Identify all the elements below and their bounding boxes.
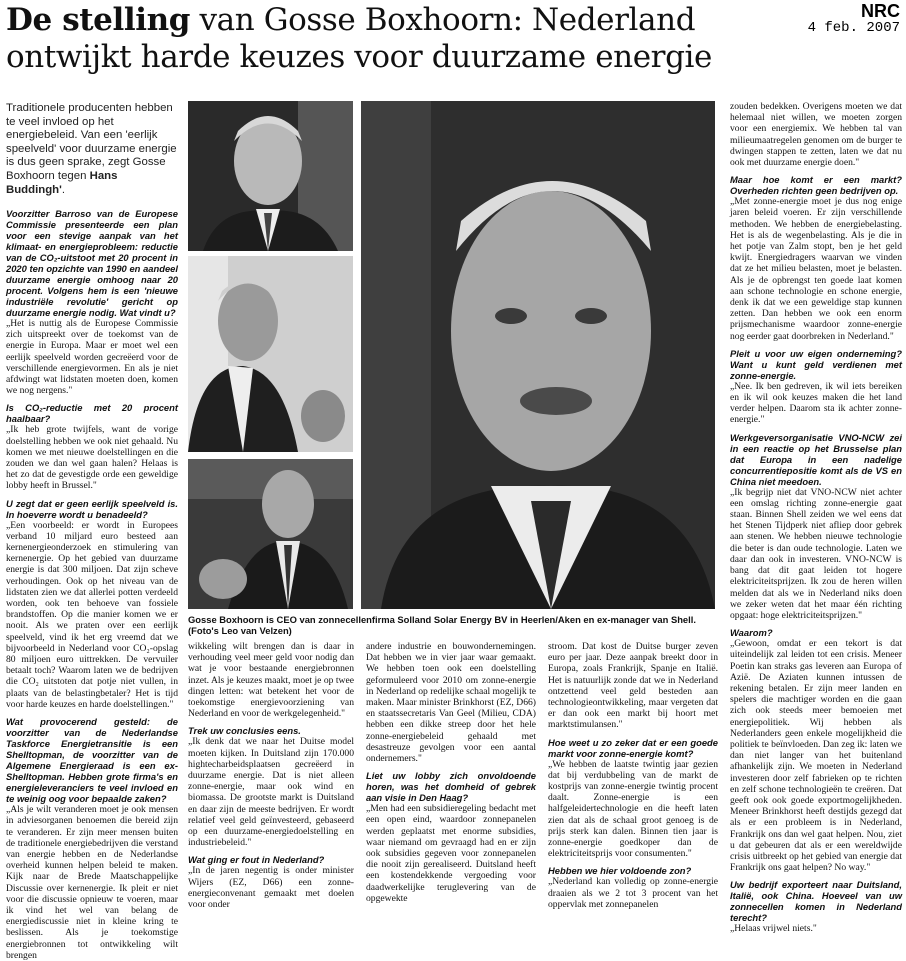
photo-caption (188, 614, 722, 636)
question-paragraph: Werkgeversorganisatie VNO-NCW zei in een reactie op het Brusselse plan dat Europa in een nadelige concurrentiepositie komt als de VS en China niet meedoen. (730, 431, 902, 487)
column-5 (730, 101, 902, 935)
photo-portrait-3 (188, 459, 353, 609)
answer-paragraph: wikkeling wilt brengen dan is daar in verhouding veel meer geld voor nodig dan wat je voor bestaande energiebronnen inzet. Als je keuzes maakt, moet je op twee dingen letten: wat betekent het voor de toekomstige energievoorziening van Nederland en voor de werkgelegenheid." (188, 641, 354, 720)
column-2 (188, 641, 354, 909)
question-paragraph: Uw bedrijf exporteert naar Duitsland, Italië, ook China. Hoeveel van uw zonnecellen komen in Nederland terecht? (730, 879, 902, 924)
answer-paragraph: „We hebben de laatste twintig jaar gezien dat bij verdubbeling van de markt de kostprijs van zonne-energie twintig procent daalt. Zonne-energie is een halfgeleidertechnologie en die heeft laten zien dat als de schaal groot genoeg is de prijs sterk kan dalen. Binnen tien jaar is zonne-energie goedkoper dan de elektriciteitsprijs voor consumenten." (548, 758, 718, 860)
answer-paragraph: „Ik heb grote twijfels, want de vorige doelstelling hebben we ook niet gehaald. Nu komen we met nieuwe doelstellingen en die zouden we dan wel gaan halen? Helaas is het zo dat de gevestigde orde een geweldige lobby heeft in Brussel." (6, 424, 178, 492)
caption-credit: (Foto's Leo van Velzen) (188, 625, 292, 636)
column-3 (366, 641, 536, 909)
lead-end: . (61, 183, 66, 196)
question-paragraph: U zegt dat er geen eerlijk speelveld is. In hoeverre wordt u benadeeld? (6, 497, 178, 520)
answer-paragraph: stroom. Dat kost de Duitse burger zeven euro per jaar. Deze aanpak breekt door in Europa, zoals Frankrijk, Spanje en Italië. Het is natuurlijk zonde dat we in Nederland ontzettend veel geld besteden aan technologieontwikkeling, maar vergeten dat er dan ook een markt bij hoort met marktstimulansen." (548, 641, 718, 731)
headline-bold: De stelling (6, 2, 191, 38)
headline-rest: van Gosse Boxhoorn: Nederland (190, 2, 696, 38)
answer-paragraph: „Nederland kan volledig op zonne-energie draaien als we 2 tot 3 procent van het oppervlak met zonnepanelen (548, 876, 718, 910)
question-paragraph: Maar hoe komt er een markt? Overheden richten geen bedrijven op. (730, 174, 902, 197)
answer-paragraph: „In de jaren negentig is onder minister Wijers (EZ, D66) een zonne-energieconvenant gemaakt met doelen voor onder (188, 865, 354, 911)
question-paragraph: Wat provocerend gesteld: de voorzitter van de Nederlandse Taskforce Energietransitie is een Shelltopman, de voorzitter van de Algemene Energieraad is een ex-Shelltopman. Hebben grote firma's en energieleveranciers te veel invloed en te weinig oog voor bepaalde zaken? (6, 716, 178, 805)
portrait-large-image (361, 101, 715, 609)
column-1 (6, 208, 178, 961)
answer-paragraph: „Men had een subsidieregeling bedacht met een open eind, waardoor zonnepanelen werden geplaatst met enorme subsidies, waar niemand om gevraagd had en er zijn ook subsidies gegeven voor zonnepanelen die nooit zijn gerealiseerd. Duitsland heeft een kostendekkende vergoeding voor daadwerkelijke teruglevering van de opgewekte (366, 803, 536, 904)
portrait-2-image (188, 256, 353, 452)
lead-paragraph (6, 102, 178, 197)
answer-paragraph: andere industrie en bouwondernemingen. Dat hebben we in vier jaar waar gemaakt. We hebben toen ook een doelstelling geformuleerd voor 2010 om zonne-energie in Nederland op redelijke schaal mogelijk te maken. Maar minister Brinkhorst (EZ, D66) en staatssecretaris Van Geel (Milieu, CDA) hebben een dikke streep door het hele zonne-energiebeleid gehaald met desastreuze gevolgen voor een aantal ondernemers." (366, 641, 536, 765)
answer-paragraph: „Ik begrijp niet dat VNO-NCW niet achter een omslag richting zonne-energie gaat staan. Binnen Shell zeiden we wel eens dat het Stenen Tijdperk niet afliep door gebrek aan stenen. We hebben nieuwe technologie die beter is dan oude technologie. Laten we daar dan ook in investeren. VNO-NCW is bang dat dit gaat leiden tot hogere elektriciteitsprijzen. Ik zou de heren willen melden dat als we in Nederland niks doen we zeker weten dat het maar één richting opgaat: hoge elektriciteitsprijzen." (730, 486, 902, 621)
question-paragraph: Is CO₂-reductie met 20 procent haalbaar? (6, 402, 178, 425)
question-paragraph: Trek uw conclusies eens. (188, 725, 301, 737)
photo-portrait-2 (188, 256, 353, 452)
headline (6, 2, 846, 76)
portrait-1-image (188, 101, 353, 251)
masthead-name: NRC (861, 1, 900, 21)
lead-author: Hans Buddingh' (6, 169, 118, 196)
intro-question: Voorzitter Barroso van de Europese Commissie presenteerde een plan voor een stevige aanpak van het klimaat- en energieprobleem: reductie van de CO₂-uitstoot met 20 procent in 2020 ten opzichte van 1990 en aandeel duurzame energie omhoog naar 20 procent. Volgens hem is een 'nieuwe industriële revolutie' gericht op duurzame energie nodig. Wat vindt u? (6, 208, 178, 318)
answer-paragraph: „Ik denk dat we naar het Duitse model moeten kijken. In Duitsland zijn 170.000 hightecharbeidsplaatsen gecreëerd in duurzame energie. Dat is niet alleen zonne-energie, maar ook wind en biomassa. De grootste markt is Duitsland en daar zijn de meeste bedrijven. Er wordt relatief veel geld geïnvesteerd, gebaseerd op een duurzame-energiedoelstelling en industriebeleid." (188, 736, 354, 849)
masthead-date: 4 feb. 2007 (807, 20, 900, 36)
lead-text: Traditionele producenten hebben te veel invloed op het energiebeleid. Van een 'eerlijk speelveld' voor duurzame energie is dus geen sprake, zegt Gosse Boxhoorn tegen (6, 102, 177, 182)
question-paragraph: Liet uw lobby zich onvoldoende horen, was het domheid of gebrek aan visie in Den Haag? (366, 770, 536, 804)
column-4 (548, 641, 718, 909)
answer-paragraph: „Helaas vrijwel niets." (730, 923, 817, 935)
question-paragraph: Wat ging er fout in Nederland? (188, 854, 325, 866)
question-paragraph: Hoe weet u zo zeker dat er een goede markt voor zonne-energie komt? (548, 736, 718, 759)
answer-paragraph: „Nee. Ik ben gedreven, ik wil iets bereiken en ik wil ook keuzes maken die het land verder helpen. Daarom sta ik achter zonne-energie." (730, 380, 902, 426)
question-paragraph: Hebben we hier voldoende zon? (548, 865, 692, 877)
answer-paragraph: „Met zonne-energie moet je dus nog enige jaren beleid voeren. Er zijn verschillende methoden. We hebben de energiebelasting. Het is als de wegenbelasting. Als je die in het potje van Zalm stopt, ben je het geld kwijt. Energiedragers waarvan we vinden dat ze het milieu belasten, moet je belasten. Als je de opbrengst ten goede laat komen aan schone technologie en schone energie, denk ik dat we een geweldige stap kunnen zetten. Dan hebben we ook een enorm prijsmechanisme waardoor zonne-energie nog eerder gaat doorbreken in Nederland." (730, 196, 902, 342)
caption-line-1: Gosse Boxhoorn is CEO van zonnecellenfirma Solland Solar Energy BV in Heerlen/Aken en ex-manager van Shell. (188, 614, 696, 625)
headline-line-2: ontwijkt harde keuzes voor duurzame energie (6, 39, 712, 75)
question-paragraph: Pleit u voor uw eigen onderneming? Want u kunt geld verdienen met zonne-energie. (730, 347, 902, 381)
headline-line-1 (6, 2, 846, 39)
masthead (808, 2, 900, 36)
photo-portrait-1 (188, 101, 353, 251)
answer-paragraph: „Een voorbeeld: er wordt in Europees verband 10 miljard euro besteed aan kernenergieonderzoek en stimulering van kernenergie. Op het gebied van duurzame energie is dat 300 miljoen. Dat zijn scheve verhoudingen. Ook op het niveau van de lidstaten zien we dat allerlei potten verdeeld worden, ook ten behoeve van fossiele brandstoffen. Op die manier komen we er nooit. Als we praten over een eerlijk speelveld, vind ik het erg vreemd dat we bijvoorbeeld in Nederland voor CO₂-opslag 80 miljoen euro uittrekken. De vervuiler betaalt toch? Waarom laten we de bedrijven die CO₂ uitstoten dat potje niet vullen, in plaats van de belastingbetaler? Het is tijd voor harde keuzes en harde doelstellingen." (6, 519, 178, 710)
answer-paragraph: „Als je wilt veranderen moet je ook mensen in adviesorganen benoemen die bereid zijn te veranderen. Er zijn meer mensen buiten de traditionele energiebedrijven die verstand van energie hebben en de Nederlandse overheid kunnen helpen beleid te maken. Kijk naar de Brede Maatschappelijke Discussie over kernenergie. Ik pleit er niet voor die discussie opnieuw te voeren, maar ik vind het wel van belang de energiediscussie niet in kleine kring te beslissen. Als je toekomstige energiebronnen tot ontwikkeling wilt brengen (6, 804, 178, 961)
answer-paragraph: „Gewoon, omdat er een tekort is dat uiteindelijk zal leiden tot een crisis. Meneer Poetin kan straks gas leveren aan Europa of Azië. De Aziaten kunnen intussen de rekening betalen. Er zijn meer landen en spelers die machtiger worden en die gaan zich ook steeds meer bemoeien met energiepolitiek. Wij hebben als Nederlanders geen enkele mogelijkheid die politiek te beïnvloeden. Dan zeg ik: laten we dan niet langer van het buitenland afhankelijk zijn. We moeten in Nederland investeren door zelf fabrieken op te richten en zelf schone technologieën te creëren. Dat geeft ook ook goede exportmogelijkheden. Meneer Brinkhorst heeft destijds gezegd dat als er een probleem is in Nederland, Frankrijk ons dan wel gaat helpen. Nou, ziet u dat gebeuren dat als er een wereldwijde crisis uitbreekt op het gebied van energie dat Frankrijk ons gaat helpen? No way." (730, 638, 902, 874)
answer-paragraph: „Het is nuttig als de Europese Commissie zich uitspreekt over de toekomst van de energie in Europa. Maar er moet wel een eerlijk speelveld worden gecreëerd voor de verschillende energievormen. En als je niet afdwingt wat lidstaten moeten doen, komen we nog nergens." (6, 318, 178, 397)
portrait-3-image (188, 459, 353, 609)
photo-portrait-large (361, 101, 715, 609)
question-paragraph: Waarom? (730, 627, 773, 639)
answer-paragraph: zouden bedekken. Overigens moeten we dat helemaal niet willen, we moeten zorgen voor een energiemix. We hebben tal van milieumaatregelen genomen om de burger te dwingen stappen te zetten, laten we dat nu ook met duurzame energie doen." (730, 101, 902, 169)
